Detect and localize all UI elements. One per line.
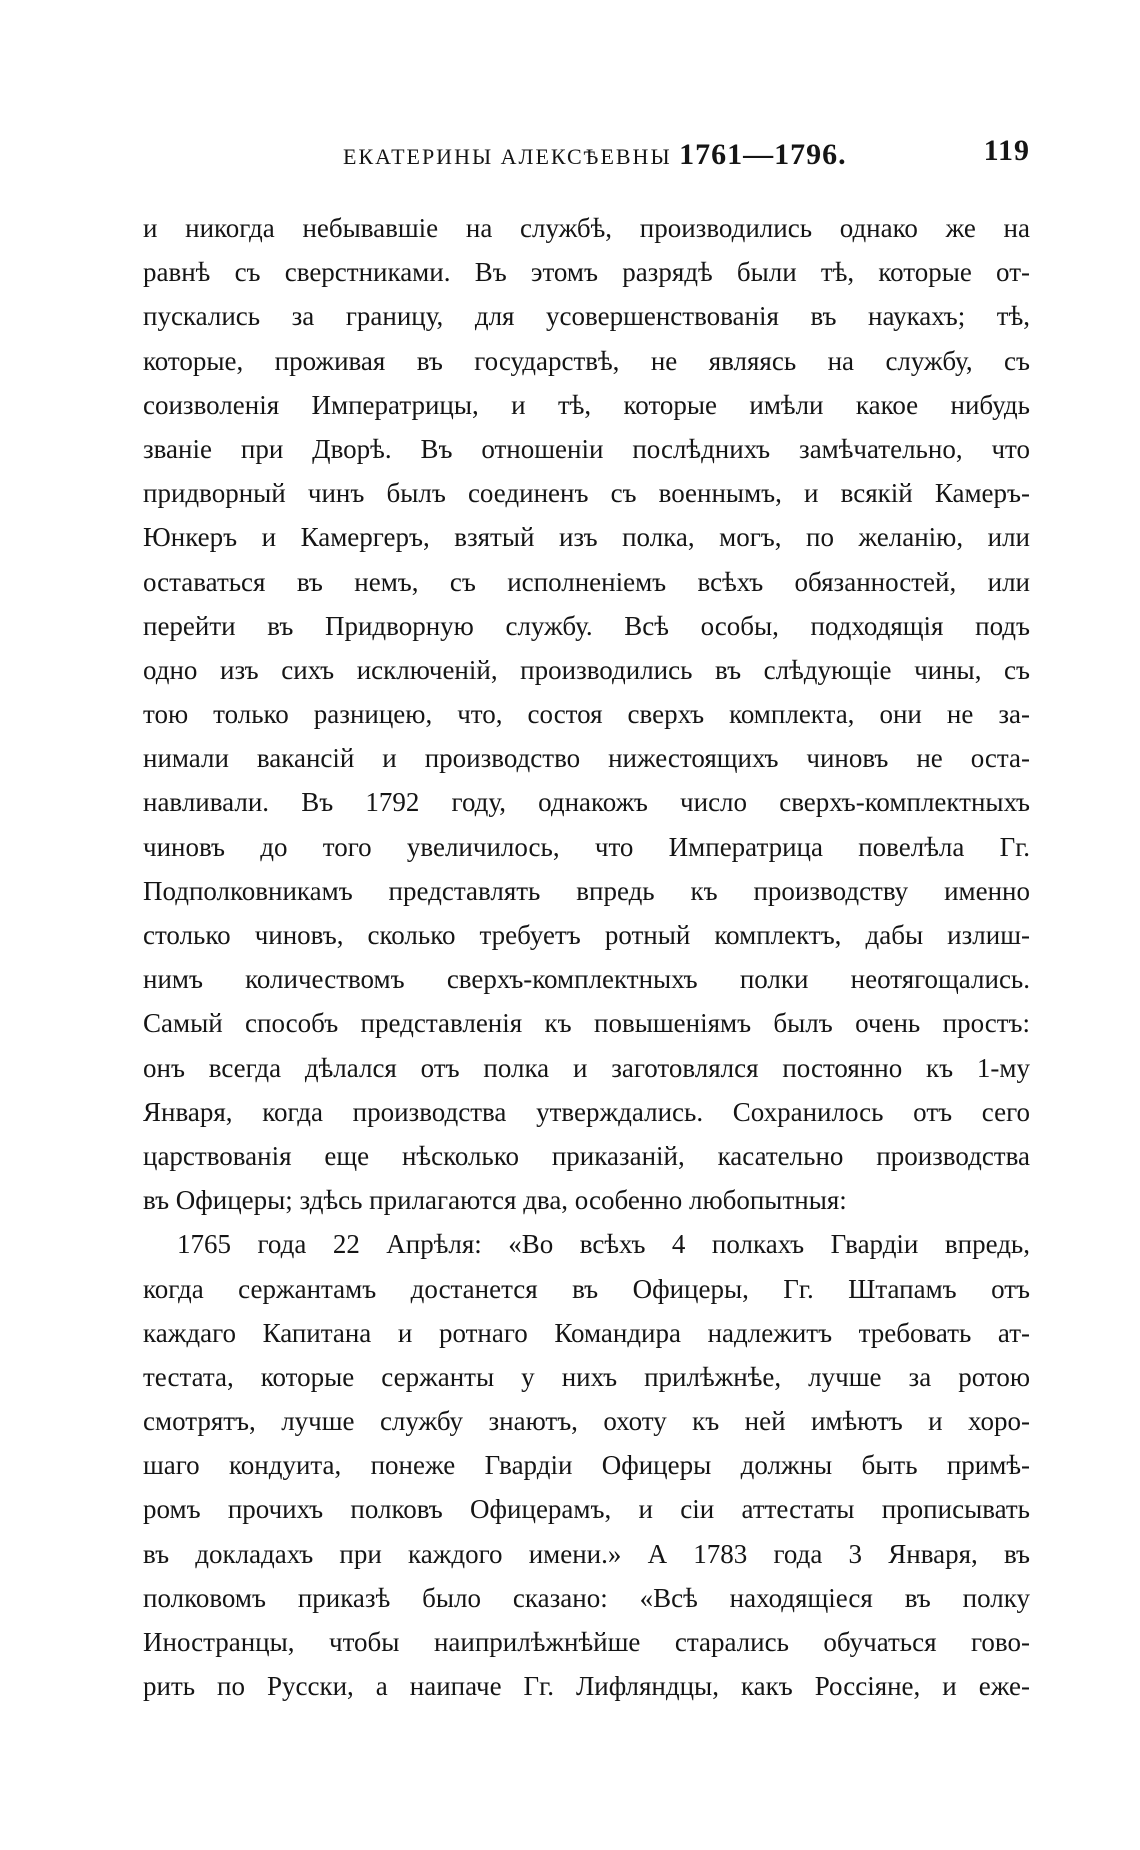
text-line: званіе при Дворѣ. Въ отношеніи послѣднихъ замѣчательно, что [143, 433, 1030, 464]
body-text [143, 206, 1030, 1708]
text-line: 1765 года 22 Апрѣля: «Во всѣхъ 4 полкахъ Гвардіи впредь, [177, 1229, 1030, 1260]
text-line: царствованія еще нѣсколько приказаній, касательно производства [143, 1140, 1030, 1171]
text-line: Юнкеръ и Камергеръ, взятый изъ полка, могъ, по желанію, или [143, 522, 1030, 553]
text-line: рить по Русски, а наипаче Гг. Лифляндцы, какъ Россіяне, и еже- [143, 1671, 1030, 1702]
text-line: полковомъ приказѣ было сказано: «Всѣ находящіеся въ полку [143, 1582, 1030, 1613]
text-line: пускались за границу, для усовершенствованія въ наукахъ; тѣ, [143, 301, 1030, 332]
text-line: придворный чинъ былъ соединенъ съ военнымъ, и всякій Камеръ- [143, 478, 1030, 509]
text-line: нимъ количествомъ сверхъ-комплектныхъ полки неотягощались. [143, 964, 1030, 995]
running-title-text: ЕКАТЕРИНЫ АЛЕКСѢЕВНЫ [343, 144, 672, 169]
text-line: столько чиновъ, сколько требуетъ ротный комплектъ, дабы излиш- [143, 920, 1030, 950]
text-line: въ Офицеры; здѣсь прилагаются два, особенно любопытныя: [143, 1185, 847, 1216]
text-line: оставаться въ немъ, съ исполненіемъ всѣхъ обязанностей, или [143, 566, 1030, 597]
text-line: тестата, которые сержанты у нихъ прилѣжнѣе, лучше за ротою [143, 1361, 1030, 1392]
text-line: шаго кондуита, понеже Гвардіи Офицеры должны быть примѣ- [143, 1450, 1030, 1481]
text-line: Января, когда производства утверждались. Сохранилось отъ сего [143, 1096, 1030, 1127]
text-line: онъ всегда дѣлался отъ полка и заготовлялся постоянно къ 1-му [143, 1052, 1030, 1083]
text-line: соизволенія Императрицы, и тѣ, которые имѣли какое нибудь [143, 389, 1030, 420]
text-line: навливали. Въ 1792 году, однакожъ число сверхъ-комплектныхъ [143, 787, 1030, 818]
text-line: тою только разницею, что, состоя сверхъ комплекта, они не за- [143, 699, 1030, 730]
text-line: равнѣ съ сверстниками. Въ этомъ разрядѣ были тѣ, которые от- [143, 257, 1030, 288]
text-line: которые, проживая въ государствѣ, не являясь на службу, съ [143, 345, 1030, 376]
text-line: одно изъ сихъ исключеній, производились въ слѣдующіе чины, съ [143, 654, 1030, 685]
text-line: смотрятъ, лучше службу знаютъ, охоту къ ней имѣютъ и хоро- [143, 1406, 1030, 1437]
text-line: Иностранцы, чтобы наиприлѣжнѣйше старались обучаться гово- [143, 1627, 1030, 1657]
text-line: перейти въ Придворную службу. Всѣ особы, подходящія подъ [143, 610, 1030, 641]
text-line: каждаго Капитана и ротнаго Командира надлежитъ требовать ат- [143, 1317, 1030, 1348]
running-head [143, 134, 1030, 178]
text-line: когда сержантамъ достанется въ Офицеры, Гг. Штапамъ отъ [143, 1273, 1030, 1304]
text-line: и никогда небывавшіе на службѣ, производились однако же на [143, 213, 1030, 243]
text-line: Подполковникамъ представлять впредь къ производству именно [143, 875, 1030, 906]
page-number: 119 [983, 134, 1030, 167]
running-title-years: 1761—1796. [679, 138, 847, 171]
text-line: чиновъ до того увеличилось, что Императрица повелѣла Гг. [143, 831, 1030, 862]
running-title [343, 138, 847, 172]
text-line: Самый способъ представленія къ повышеніямъ былъ очень простъ: [143, 1008, 1030, 1039]
text-line: въ докладахъ при каждого имени.» А 1783 года 3 Января, въ [143, 1538, 1030, 1569]
text-line: ромъ прочихъ полковъ Офицерамъ, и сіи аттестаты прописывать [143, 1494, 1030, 1525]
text-line: нимали вакансій и производство нижестоящихъ чиновъ не оста- [143, 743, 1030, 774]
